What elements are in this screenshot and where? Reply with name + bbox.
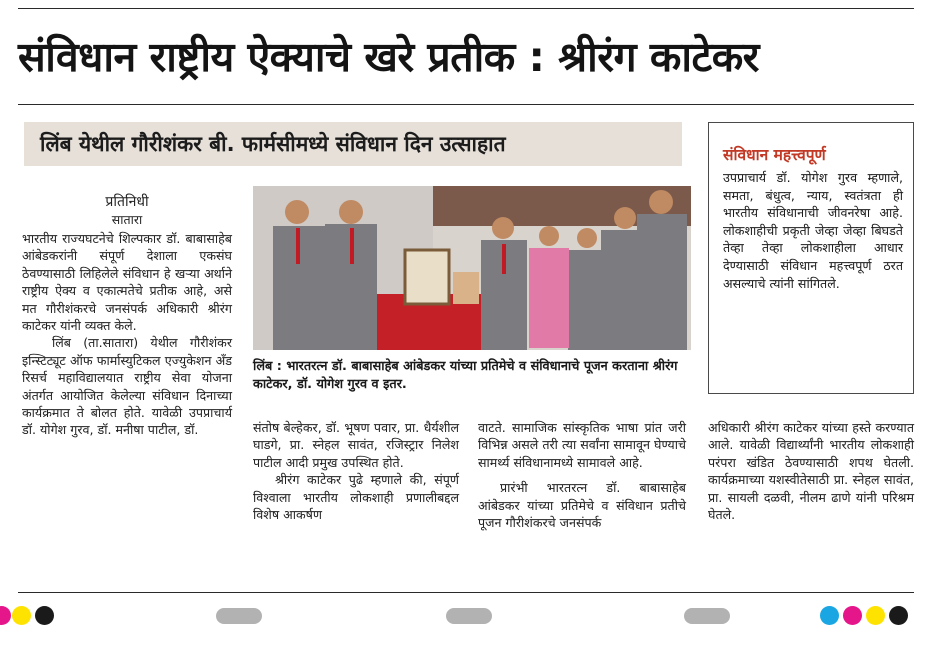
photo-caption: लिंब : भारतरत्न डॉ. बाबासाहेब आंबेडकर यांच्या प्रतिमेचे व संविधानाचे पूजन करताना श्रीरंग काटेकर, डॉ. योगेश गुरव व इतर.	[253, 359, 678, 392]
registration-dot-yellow	[866, 606, 885, 625]
paragraph: लिंब (ता.सातारा) येथील गौरीशंकर इन्स्टिट्यूट ऑफ फार्मास्युटिकल एज्युकेशन अँड रिसर्च महाविद्यालयात राष्ट्रीय सेवा योजना अंतर्गत आयोजित केलेल्या संविधान दिनाच्या कार्यक्रमात ते बोलत होते. यावेळी उपप्राचार्य डॉ. योगेश गुरव, डॉ. मनीषा पाटील, डॉ.	[22, 335, 232, 438]
paragraph: संतोष बेल्हेकर, डॉ. भूषण पवार, प्रा. धैर्यशील घाडगे, प्रा. स्नेहल सावंत, रजिस्ट्रार निलेश पाटील आदी प्रमुख उपस्थित होते.	[253, 420, 459, 470]
registration-dot-black	[35, 606, 54, 625]
paragraph: अधिकारी श्रीरंग काटेकर यांच्या हस्ते करण्यात आले. यावेळी विद्यार्थ्यांनी भारतीय लोकशाही परंपरा खंडित ठेवण्यासाठी शपथ घेतली. कार्यक्रमाच्या यशस्वीतेसाठी प्रा. स्नेहल सावंत, प्रा. सायली दळवी, नीलम ढाणे यांनी परिश्रम घेतले.	[708, 420, 914, 523]
headline-rule	[18, 104, 914, 105]
registration-bar	[216, 608, 262, 624]
paragraph: श्रीरंग काटेकर पुढे म्हणाले की, संपूर्ण विश्वाला भारतीय लोकशाही प्रणालीबद्दल विशेष आकर्षण	[253, 472, 459, 523]
paragraph: भारतीय राज्यघटनेचे शिल्पकार डॉ. बाबासाहेब आंबेडकरांनी संपूर्ण देशाला एकसंघ ठेवण्यासाठी लिहिलेले संविधान हे खऱ्या अर्थाने राष्ट्रीय ऐक्य व एकात्मतेचे प्रतीक आहे, असे मत गौरीशंकरचे जनसंपर्क अधिकारी श्रीरंग काटेकर यांनी व्यक्त केले.	[22, 231, 232, 334]
event-photo-image	[253, 186, 691, 350]
paragraph: वाटते. सामाजिक सांस्कृतिक भाषा प्रांत जरी विभिन्न असले तरी त्या सर्वांना सामावून घेण्याचे सामर्थ्य संविधानामध्ये सामावले आहे.	[478, 420, 686, 470]
registration-dot-yellow	[12, 606, 31, 625]
article-column-4	[708, 419, 914, 523]
registration-dot-black	[889, 606, 908, 625]
byline-place: सातारा	[111, 212, 143, 227]
registration-dot-cyan	[820, 606, 839, 625]
registration-dot-magenta	[0, 606, 11, 625]
sidebar-title: संविधान महत्त्वपूर्ण	[723, 146, 826, 164]
event-photo	[253, 186, 691, 350]
sidebar-text: उपप्राचार्य डॉ. योगेश गुरव म्हणाले, समता, बंधुत्व, न्याय, स्वतंत्रता ही भारतीय संविधानाची जीवनरेषा आहे. लोकशाहीची प्रकृती जेव्हा जेव्हा बिघडते तेव्हा तेव्हा लोकशाहीला आधार देण्यासाठी संविधान महत्त्वपूर्ण ठरत असल्याचे त्यांनी सांगितले.	[723, 170, 903, 291]
paragraph: प्रारंभी भारतरत्न डॉ. बाबासाहेब आंबेडकर यांच्या प्रतिमेचे व संविधान प्रतीचे पूजन गौरीशंकरचे जनसंपर्क	[478, 480, 686, 531]
article-column-2	[253, 419, 459, 523]
registration-bar	[684, 608, 730, 624]
registration-dot-magenta	[843, 606, 862, 625]
subheadline: लिंब येथील गौरीशंकर बी. फार्मसीमध्ये संविधान दिन उत्साहात	[24, 122, 682, 166]
page-title: संविधान राष्ट्रीय ऐक्याचे खरे प्रतीक : श्रीरंग काटेकर	[18, 33, 759, 81]
article-column-3	[478, 419, 686, 531]
article-column-1	[22, 194, 232, 439]
bottom-rule	[18, 592, 914, 593]
registration-bar	[446, 608, 492, 624]
top-rule	[18, 8, 914, 9]
byline-author: प्रतिनिधी	[105, 194, 149, 210]
sidebar-box	[708, 122, 914, 394]
